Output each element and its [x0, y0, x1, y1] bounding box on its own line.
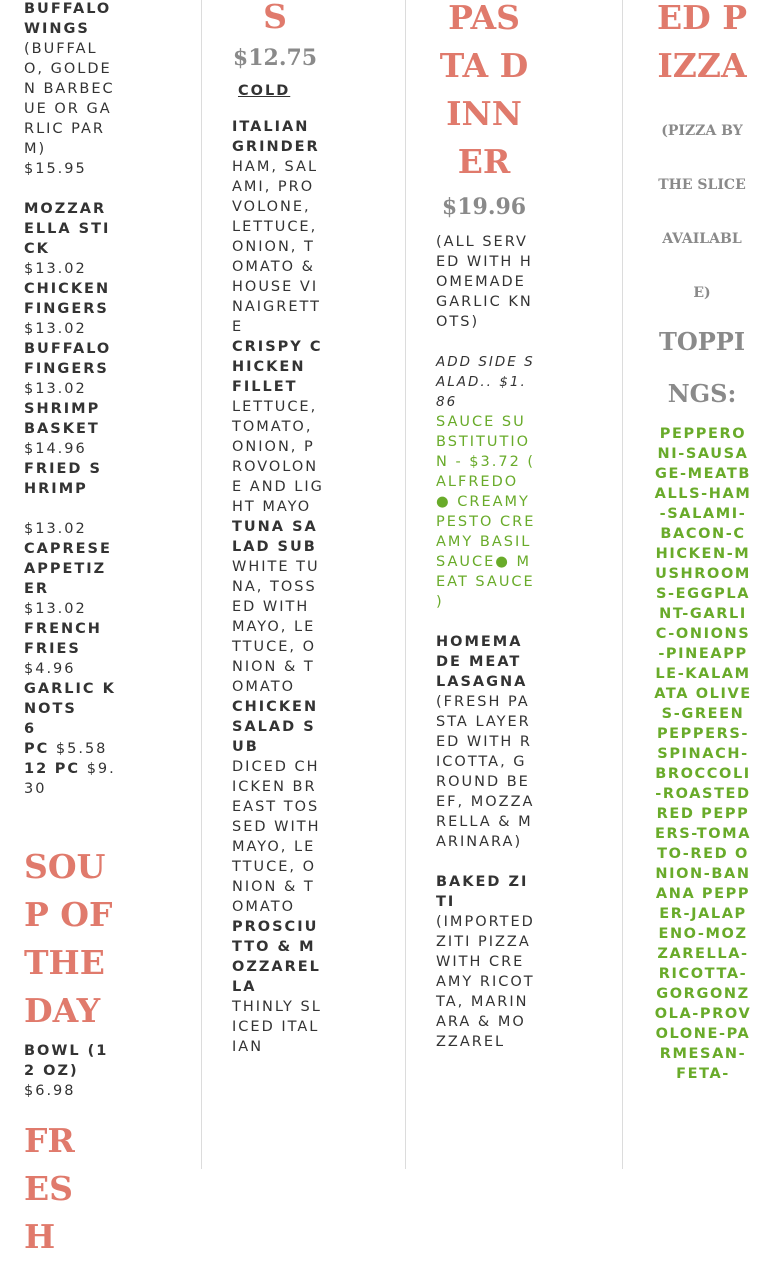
- item-description: WHITE TUNA, TOSSED WITH MAYO, LETTUCE, ONION & TOMATO: [232, 559, 320, 695]
- menu-item: [232, 697, 324, 917]
- menu-item: [24, 339, 116, 399]
- served-note: (ALL SERVED WITH HOMEMADE GARLIC KNOTS): [436, 234, 533, 330]
- item-price: $5.58: [55, 741, 108, 757]
- menu-item: [24, 539, 116, 619]
- pasta-column: [436, 0, 536, 1169]
- section-heading-soup: SOUP OF THE DAY: [24, 847, 113, 1030]
- menu-item: [24, 199, 116, 279]
- item-name: BOWL (12 OZ): [24, 1043, 109, 1079]
- subs-column: [232, 0, 324, 1169]
- item-size: 6: [24, 721, 37, 737]
- menu-item: [24, 459, 116, 539]
- toppings-list: PEPPERONI-SAUSAGE-MEATBALLS-HAM-SALAMI-BACON-CHICKEN-MUSHROOMS-EGGPLANT-GARLIC-ONIONS-PINEAPPLE-KALAMATA OLIVES-GREEN PEPPERS-SPINACH-BROCCOLI-ROASTED RED PEPPERS-TOMATO-RED ONION-BANANA PEPPER-JALAPENO-MOZZARELLA-RICOTTA-GORGONZOLA-PROVOLONE-PARMESAN-FETA-: [654, 426, 752, 1082]
- column-divider: [201, 0, 202, 1169]
- item-price: $13.02: [24, 601, 87, 617]
- item-description: DICED CHICKEN BREAST TOSSED WITH MAYO, LETTUCE, ONION & TOMATO: [232, 759, 321, 915]
- item-name: ITALIAN GRINDER: [232, 119, 320, 155]
- item-price: $15.95: [24, 161, 87, 177]
- item-description: (IMPORTED ZITI PIZZA WITH CREAMY RICOTTA, MARINARA & MOZZAREL: [436, 914, 535, 1050]
- item-name: PROSCIUTTO & MOZZARELLA: [232, 919, 321, 995]
- item-name: BAKED ZITI: [436, 874, 529, 910]
- item-name: CHICKEN FINGERS: [24, 281, 111, 317]
- section-price: $19.96: [441, 194, 527, 220]
- item-name: BUFFALO WINGS: [24, 1, 112, 37]
- column-divider: [405, 0, 406, 1169]
- menu-item: [24, 619, 116, 679]
- menu-item: [24, 279, 116, 339]
- item-name: FRIED SHRIMP: [24, 461, 102, 497]
- item-description: THINLY SLICED ITALIAN: [232, 999, 322, 1055]
- menu-item: [232, 517, 324, 697]
- cold-label: COLD: [238, 83, 291, 99]
- menu-item: [232, 117, 324, 337]
- item-price: $13.02: [24, 261, 87, 277]
- sauce-substitution-note: SAUCE SUBSTITUTION - $3.72 ( ALFREDO ● CREAMY PESTO CREAMY BASIL SAUCE● MEAT SAUCE ): [436, 414, 536, 610]
- item-size: 12: [24, 761, 49, 777]
- menu-item: [232, 917, 324, 1057]
- menu-item: [24, 679, 116, 799]
- toppings-heading: TOPPINGS:: [658, 327, 746, 408]
- menu-item: [232, 337, 324, 517]
- menu-item: [436, 632, 536, 852]
- item-price: $14.96: [24, 441, 87, 457]
- menu-item: [24, 1041, 116, 1101]
- column-divider: [622, 0, 623, 1169]
- section-heading-pasta: PASTA DINNER: [439, 0, 529, 181]
- menu-item: [24, 0, 116, 179]
- section-price: $12.75: [232, 45, 318, 71]
- item-description: (BUFFALO, GOLDEN BARBECUE OR GARLIC PARM): [24, 41, 115, 157]
- menu-item: [24, 399, 116, 459]
- item-description: (FRESH PASTA LAYERED WITH RICOTTA, GROUND BEEF, MOZZARELLA & MARINARA): [436, 694, 535, 850]
- item-price: $13.02: [24, 321, 87, 337]
- item-price: $6.98: [24, 1083, 76, 1099]
- item-price: $9.30: [24, 761, 116, 797]
- item-description: HAM, SALAMI, PROVOLONE, LETTUCE, ONION, TOMATO & HOUSE VINAIGRETTE: [232, 159, 321, 335]
- item-description: LETTUCE, TOMATO, ONION, PROVOLONE AND LIGHT MAYO: [232, 399, 324, 515]
- menu-item: [436, 872, 536, 1052]
- section-heading-fresh: FRESH: [24, 1121, 75, 1256]
- item-name: GARLIC KNOTS: [24, 681, 116, 717]
- item-size: PC: [54, 761, 81, 777]
- appetizers-column: [24, 0, 116, 1256]
- item-name: CAPRESE APPETIZER: [24, 541, 112, 597]
- item-price: $13.02: [24, 521, 87, 537]
- item-name: CRISPY CHICKEN FILLET: [232, 339, 323, 395]
- item-name: TUNA SALAD SUB: [232, 519, 318, 555]
- item-name: CHICKEN SALAD SUB: [232, 699, 319, 755]
- slice-note: (PIZZA BY THE SLICE AVAILABLE): [658, 123, 746, 301]
- item-name: SHRIMP BASKET: [24, 401, 101, 437]
- section-heading-tail: S: [263, 0, 287, 36]
- section-heading-pizza: ED PIZZA: [656, 0, 748, 85]
- item-name: MOZZARELLA STICK: [24, 201, 111, 257]
- item-price: $4.96: [24, 661, 76, 677]
- side-salad-note: ADD SIDE SALAD.. $1.86: [436, 354, 535, 410]
- item-name: FRENCH FRIES: [24, 621, 102, 657]
- item-name: BUFFALO FINGERS: [24, 341, 112, 377]
- item-price: $13.02: [24, 381, 87, 397]
- item-size: PC: [24, 741, 50, 757]
- item-name: HOMEMADE MEAT LASAGNA: [436, 634, 528, 690]
- pizza-column: [654, 0, 754, 1169]
